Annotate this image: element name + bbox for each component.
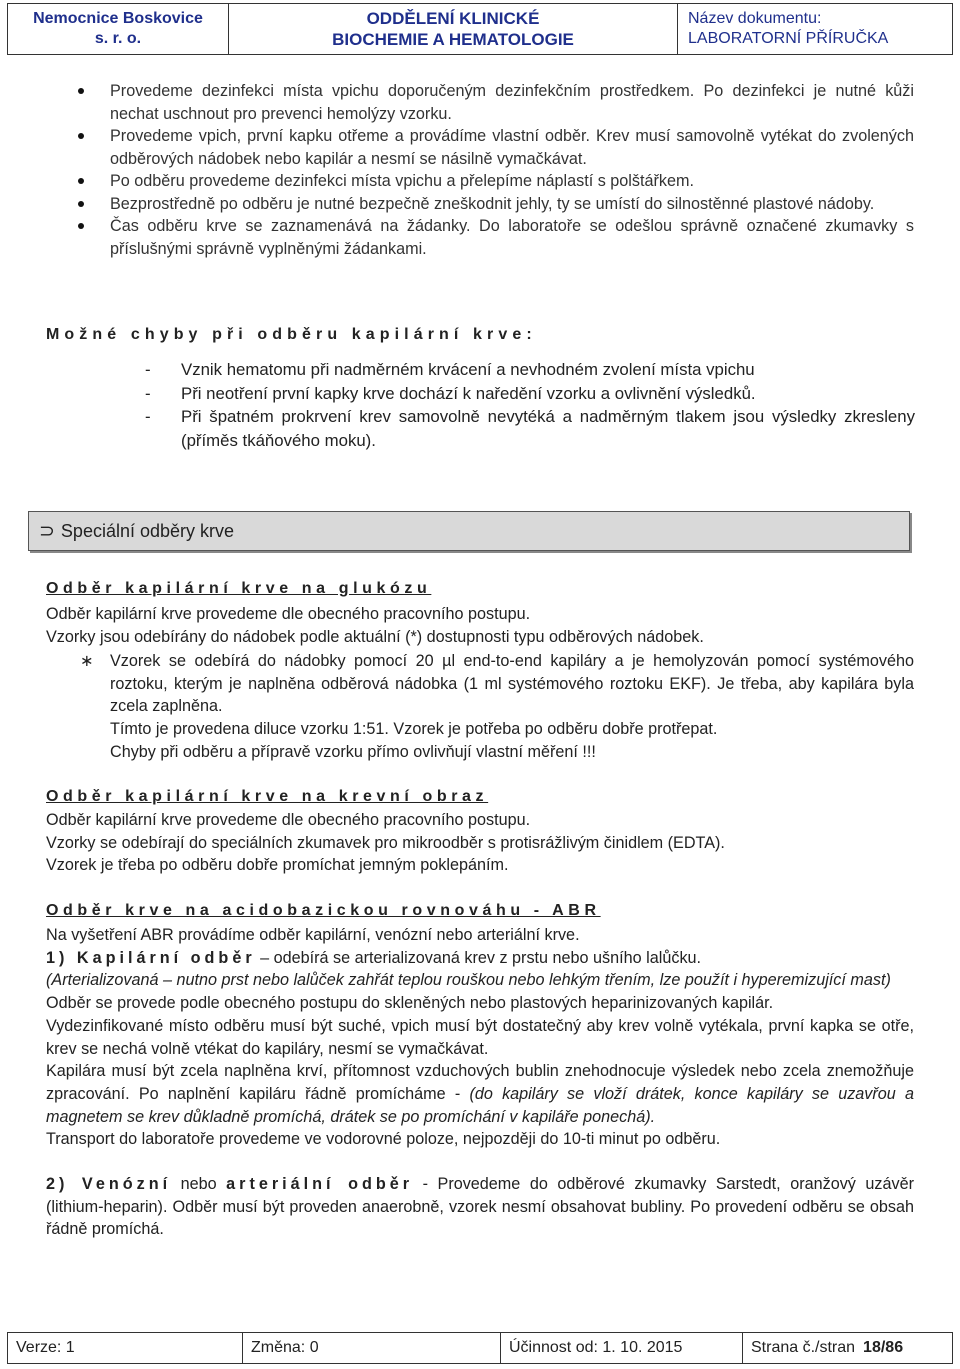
document-footer <box>7 1332 953 1364</box>
page-label: Strana č./stran <box>751 1339 856 1356</box>
errors-heading: Možné chyby při odběru kapilární krve: <box>46 326 537 343</box>
dept-line-1: ODDĚLENÍ KLINICKÉ <box>366 9 540 28</box>
doc-name: LABORATORNÍ PŘÍRUČKA <box>688 30 889 47</box>
header-department <box>229 4 678 54</box>
error-item: - Při neotření první kapky krve dochází k naředění vzorku a ovlivnění výsledků. <box>145 382 915 406</box>
bullet-icon <box>78 88 84 94</box>
bullet-icon <box>78 223 84 229</box>
bullet-item: Bezprostředně po odběru je nutné bezpečně zneškodnit jehly, ty se umístí do silnostěnné plastové nádoby. <box>78 193 914 216</box>
footer-effective: Účinnost od: 1. 10. 2015 <box>501 1333 743 1363</box>
header-organization <box>8 4 229 54</box>
dash-icon: - <box>145 360 151 379</box>
footer-page <box>743 1333 952 1363</box>
error-item: - Vznik hematomu při nadměrném krvácení a nevhodném zvolení místa vpichu <box>145 358 915 382</box>
procedure-bullets <box>78 80 914 260</box>
bullet-item: Po odběru provedeme dezinfekci místa vpichu a přelepíme náplastí s polštářkem. <box>78 170 914 193</box>
bullet-icon <box>78 201 84 207</box>
bullet-item: Provedeme dezinfekci místa vpichu doporučeným dezinfekčním prostředkem. Po dezinfekci je nutné kůži nechat uschnout pro prevenci hemolýzy vzorku. <box>78 80 914 125</box>
special-section-box <box>28 511 910 551</box>
superset-icon: ⊃ <box>39 520 55 542</box>
org-suffix: s. r. o. <box>94 30 142 47</box>
abr-text: Na vyšetření ABR provádíme odběr kapilární, venózní nebo arteriální krve. 1) Kapilární odběr – odebírá se arterializovaná krev z prstu nebo ušního lalůčku. (Arterializovaná – nutno prst nebo lalůček zahřát teplou rouškou nebo lehkým třením, lze použít i hyperemizující mast) Odběr se provede podle obecného postupu do skleněných nebo plastových heparinizovaných kapilár. Vydezinfikované místo odběru musí být suché, vpich musí být dostatečný aby krev volně vytékala, první kapka se otře, krev se nechá volně vtékat do kapiláry, nesmí se vymačkávat. Kapilára musí být zcela naplněna krví, přítomnost vzduchových bublin znehodnocuje výsledek nebo zcela znemožňuje zpracování. Po naplnění kapiláru řádně promícháme - (do kapiláry se vloží drátek, konce kapiláry se uzavřou a magnetem se krev důkladně promíchá, drátek se po promíchání v kapiláře ponechá). Transport do laboratoře provedeme ve vodorovné poloze, nejpozději do 10-ti minut po odběru. 2) Venózní nebo arteriální odběr - Provedeme do odběrové zkumavky Sarstedt, oranžový uzávěr (lithium-heparin). Odběr musí být proveden anaerobně, vzorek nesmí obsahovat bubliny. Po provedení odběru se obsah řádně promíchá. <box>46 926 915 1239</box>
capillary-label: 1) Kapilární odběr <box>46 948 256 967</box>
page-number: 18/86 <box>863 1339 904 1356</box>
header-document-name <box>678 4 952 54</box>
footer-version: Verze: 1 <box>8 1333 243 1363</box>
dash-icon: - <box>145 407 151 426</box>
doc-label: Název dokumentu: <box>688 10 822 27</box>
bullet-icon <box>78 178 84 184</box>
errors-list <box>145 358 915 452</box>
dash-icon: - <box>145 383 151 403</box>
footer-change: Změna: 0 <box>243 1333 501 1363</box>
error-item: - Při špatném prokrvení krev samovolně nevytéká a nadměrným tlakem jsou výsledky zkresleny (příměs tkáňového moku). <box>145 407 915 450</box>
document-header <box>7 3 953 55</box>
bullet-icon <box>78 133 84 139</box>
blood-count-heading: Odběr kapilární krve na krevní obraz <box>46 788 489 805</box>
venous-label: 2) Venózní <box>46 1175 172 1194</box>
dept-line-2: BIOCHEMIE A HEMATOLOGIE <box>332 30 574 49</box>
bullet-item: Čas odběru krve se zaznamenává na žádanky. Do laboratoře se odešlou správně označené zkumavky s příslušnými správně vyplněnými žádankami. <box>78 215 914 260</box>
arterial-label: arteriální odběr <box>226 1175 414 1194</box>
abr-heading: Odběr krve na acidobazickou rovnováhu - ABR <box>46 902 601 919</box>
asterisk-icon: ∗ <box>80 652 94 670</box>
glucose-heading: Odběr kapilární krve na glukózu <box>46 580 432 597</box>
bullet-item: Provedeme vpich, první kapku otřeme a provádíme vlastní odběr. Krev musí samovolně vytékat do zvolených odběrových nádobek nebo kapilár a nesmí se násilně vymačkávat. <box>78 125 914 170</box>
blood-count-text: Odběr kapilární krve provedeme dle obecného pracovního postupu. Vzorky se odebírají do speciálních zkumavek pro mikroodběr s protisrážlivým činidlem (EDTA). Vzorek je třeba po odběru dobře promíchat jemným poklepáním. <box>46 811 725 875</box>
org-name: Nemocnice Boskovice <box>33 10 203 27</box>
glucose-text: Odběr kapilární krve provedeme dle obecného pracovního postupu. Vzorky jsou odebírány do nádobek podle aktuální (*) dostupnosti typu odběrových nádobek. <box>46 605 704 646</box>
special-section-title: Speciální odběry krve <box>60 520 235 541</box>
glucose-star-note: ∗ Vzorek se odebírá do nádobky pomocí 20 µl end-to-end kapiláry a je hemolyzován pomocí systémového roztoku, kterým je naplněna odběrová nádobka (1 ml systémového roztoku EKF). Je třeba, aby kapilára byla zcela zaplněna. Tímto je provedena diluce vzorku 1:51. Vzorek je potřeba po odběru dobře protřepat. Chyby při odběru a přípravě vzorku přímo ovlivňují vlastní měření !!! <box>80 652 914 761</box>
